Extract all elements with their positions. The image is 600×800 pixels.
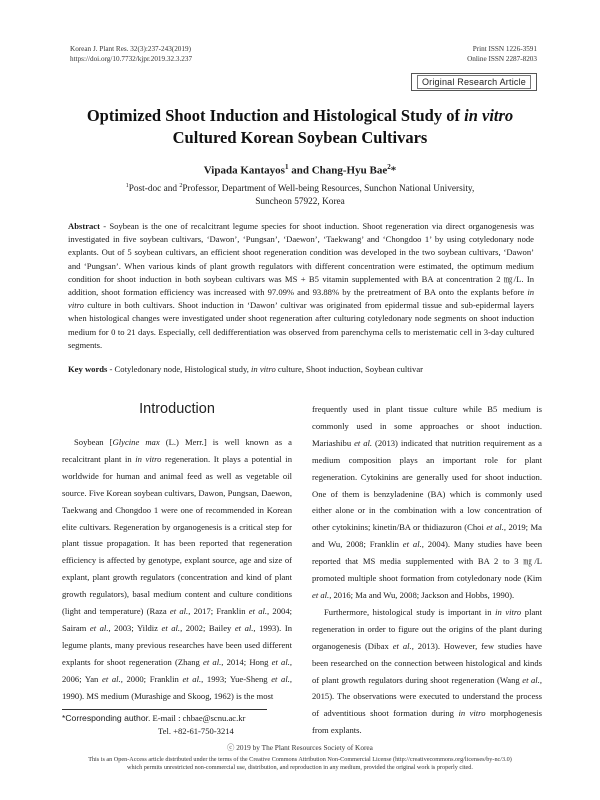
p1-f: , 2003; Yildiz	[108, 622, 162, 633]
p2-it3: et al.	[402, 539, 422, 550]
body-column-left	[62, 434, 292, 705]
affil-line2: Suncheon 57922, Korea	[255, 197, 345, 208]
p2-c: , 2019; Ma and Wu, 2008; Franklin	[312, 522, 542, 550]
affil-text2: Professor, Department of Well-being Resources, Sunchon National University,	[182, 184, 475, 195]
p1-it11: et al.	[182, 673, 202, 684]
body-column-right	[312, 401, 542, 739]
keywords	[68, 363, 534, 376]
issn-block	[467, 44, 537, 64]
p1-b: (L.) Merr.] is well known as a recalcitrant plant in	[62, 437, 292, 464]
p3-it3: et al.	[522, 674, 540, 685]
section-heading-introduction: Introduction	[139, 401, 215, 417]
authors-and: and	[288, 164, 312, 177]
p1-c: regeneration. It plays a potential in worldwide for human and animal feed as well as vegetable oil source. Five Korean soybean cultivars, Dawon, Pungsan, Daewon, Taekwang and Chongdoo 1 were one of recommended in Korean elite cultivars. Regeneration by organogenesis is a critical step for plant tissue propagation. It has been reported that regeneration efficiency is affected by genotype, explant source, age and size of explant, plant growth regulators (concentration and kind of plant growth regulators), basal medium content and culture conditions (light and temperature) (Raza	[62, 453, 292, 617]
license-line-2: which permits unrestricted non-commercial use, distribution, and reproduction in any medium, provided the original work is properly cited.	[127, 764, 473, 771]
p1-g: , 2002; Bailey	[180, 622, 235, 633]
corresponding-star: *	[390, 164, 397, 177]
p1-it7: et al.	[234, 622, 254, 633]
p3-a: Furthermore, histological study is important in	[324, 606, 496, 617]
authors	[60, 163, 540, 177]
paper-title	[60, 105, 540, 149]
p2-b: (2013) indicated that nutrition requirement as a medium composition plays an important role for plant regeneration. Cytokinins are generally used for shoot induction. One of them is benzyladenine (BA) which is commonly used either alone or in the combination with a low concentration of other cytokinins; kinetin/BA or thidiazuron (Choi	[312, 437, 542, 533]
paragraph-2	[312, 401, 542, 604]
license-line-1: This is an Open-Access article distributed under the terms of the Creative Commons Attribution Non-Commercial License (http://creativecommons.org/licenses/by-nc/3.0)	[88, 756, 512, 763]
keywords-text-b: culture, Shoot induction, Soybean cultivar	[275, 364, 424, 374]
online-issn: Online ISSN 2287-8203	[467, 55, 537, 63]
abstract-italic: in vitro	[68, 287, 534, 311]
corresponding-email[interactable]: E-mail : chbae@scnu.ac.kr	[150, 713, 246, 723]
p1-d: , 2017; Franklin	[188, 606, 249, 617]
p1-a: Soybean [	[74, 437, 113, 447]
article-type-label: Original Research Article	[417, 75, 531, 89]
journal-citation	[70, 44, 192, 64]
article-type-badge	[411, 73, 537, 91]
p1-it1: Glycine max	[112, 437, 160, 447]
p2-it1: et al.	[354, 437, 373, 448]
p2-a: frequently used in plant tissue culture while B5 medium is commonly used in some approaches or shoot induction. Mariashibu	[312, 404, 542, 448]
p1-j: , 2006; Yan	[62, 656, 293, 684]
p1-it2: in vitro	[135, 453, 162, 464]
print-issn: Print ISSN 1226-3591	[472, 45, 537, 53]
p1-it3: et al.	[169, 606, 189, 617]
corresponding-tel: Tel. +82-61-750-3214	[158, 726, 234, 736]
keywords-text-a: - Cotyledonary node, Histological study,	[107, 364, 251, 374]
p1-h: , 1993). In legume plants, many previous researches have been used different explants for shoot regeneration (Zhang	[62, 622, 292, 667]
abstract-text-a: - Soybean is the one of recalcitrant legume species for shoot induction. Shoot regeneration via direct organogenesis was investigated in five soybean cultivars, ‘Dawon’, ‘Pungsan’, ‘Daewon’, ‘Taekwang’ and ‘Chongdoo 1’ by using cotyledonary node explants. Out of 5 soybean cultivars, an efficient shoot regeneration condition was developed in the two soybean cultivars, ‘Dawon’ and ‘Pungsan’. When various kinds of plant growth regulators with different concentration were estimated, the optimum medium condition for shoot induction in both soybean cultivars was MS + B5 vitamin supplemented with BA at concentration 2 ㎎/L. In addition, shoot formation efficiency was increased with 97.09% and 93.88% by the pretreatment of BA onto the explants before	[68, 221, 534, 298]
p1-l: , 1993; Yue-Sheng	[201, 673, 272, 684]
author-2: Chang-Hyu Bae	[311, 164, 388, 177]
keywords-label: Key words	[68, 364, 108, 374]
affiliation	[60, 180, 540, 209]
journal-line: Korean J. Plant Res. 32(3):237-243(2019)	[70, 45, 191, 53]
p1-it8: et al.	[203, 656, 222, 667]
p3-d: , 2015). The observations were executed to understand the process of adventitious shoot formation during	[312, 674, 543, 719]
p2-it4: et al.	[312, 589, 330, 600]
p2-e: , 2016; Ma and Wu, 2008; Jackson and Hobbs, 1990).	[329, 589, 515, 600]
p1-it10: et al.	[102, 673, 121, 684]
p1-it6: et al.	[161, 622, 181, 633]
p3-c: , 2013). However, few studies have been researched on the connection between histological and kinds of plant growth regulators during shoot regeneration (Wang	[312, 640, 542, 685]
license-notice	[50, 756, 550, 772]
title-line1: Optimized Shoot Induction and Histological Study of	[86, 106, 465, 125]
p1-it12: et al.	[271, 673, 290, 684]
p3-it2: et al.	[392, 640, 412, 651]
author-2-sup: 2	[387, 163, 391, 171]
affil-text1: Post-doc and	[128, 184, 180, 195]
author-1-sup: 1	[284, 163, 289, 171]
title-line2: Cultured Korean Soybean Cultivars	[172, 128, 428, 147]
abstract-label: Abstract	[68, 221, 100, 231]
title-italic: in vitro	[464, 106, 514, 125]
affil-sup2: 2	[179, 183, 183, 189]
keywords-italic: in vitro	[251, 364, 276, 374]
p1-m: , 1990). MS medium (Murashige and Skoog, 1962) is the most	[62, 673, 293, 701]
paragraph-3	[312, 604, 542, 739]
abstract	[68, 220, 534, 352]
copyright-notice: ⓒ 2019 by The Plant Resources Society of Korea	[227, 743, 373, 752]
p2-it2: et al.	[486, 522, 504, 533]
affil-sup1: 1	[125, 183, 129, 189]
p3-e: morphogenesis from explants.	[312, 708, 542, 736]
p3-it4: in vitro	[458, 708, 486, 719]
footnote-divider	[62, 709, 267, 710]
p3-it1: in vitro	[495, 606, 522, 617]
p1-k: , 2000; Franklin	[120, 673, 183, 684]
p1-e: , 2004; Sairam	[62, 606, 293, 633]
p1-it9: et al.	[271, 656, 290, 667]
p2-d: , 2004). Many studies have been reported that MS media supplemented with BA 2 to 3 ㎎/L promoted multiple shoot formation from cotyledonary node (Kim	[312, 539, 542, 584]
corresponding-author	[62, 712, 302, 738]
abstract-text-b: culture in both cultivars. Shoot induction in ‘Dawon’ cultivar was originated from epidermal tissue and sub-epidermal layers when histological changes were investigated under shoot regeneration after culturing cotyledonary node segments on shoot induction medium for 0 to 21 days. Especially, cell dedifferentiation was observed from parenchyma cells to meristematic cell in 3-day cultured segments.	[68, 300, 534, 350]
author-1: Vipada Kantayos	[203, 164, 285, 177]
p1-i: , 2014; Hong	[221, 656, 272, 667]
p3-b: plant regeneration in order to figure out the origins of the plant during organogenesis (Dibax	[312, 606, 542, 651]
doi-link[interactable]: https://doi.org/10.7732/kjpr.2019.32.3.237	[70, 55, 193, 63]
corresponding-label: *Corresponding author.	[62, 713, 151, 723]
p1-it5: et al.	[89, 622, 109, 633]
p1-it4: et al.	[248, 606, 268, 617]
paragraph-1	[62, 434, 292, 705]
